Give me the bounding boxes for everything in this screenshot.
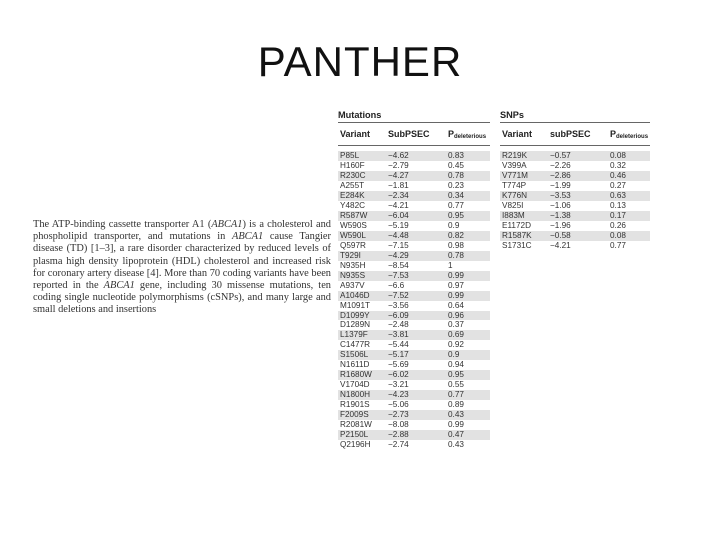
cell-subpsec: −2.88 [388, 430, 409, 440]
mutation-row [338, 161, 490, 171]
cell-subpsec: −6.02 [388, 370, 409, 380]
snp-row [500, 171, 650, 181]
cell-variant: V825I [502, 200, 524, 210]
cell-subpsec: −1.06 [550, 200, 571, 210]
snp-row [500, 221, 650, 231]
cell-p-deleterious: 0.95 [448, 210, 464, 220]
cell-subpsec: −4.21 [388, 200, 409, 210]
cell-variant: R2081W [340, 420, 372, 430]
snp-row [500, 241, 650, 251]
cell-variant: R1587K [502, 230, 532, 240]
cell-subpsec: −2.73 [388, 410, 409, 420]
cell-p-deleterious: 0.78 [448, 250, 464, 260]
cell-variant: P2150L [340, 430, 369, 440]
cell-p-deleterious: 0.27 [610, 180, 626, 190]
mutation-row [338, 440, 490, 450]
cell-subpsec: −3.81 [388, 330, 409, 340]
cell-subpsec: −6.6 [388, 280, 405, 290]
mutation-row [338, 430, 490, 440]
column-header-variant: Variant [340, 129, 371, 139]
column-header-subpsec: subPSEC [550, 129, 591, 139]
cell-variant: S1506L [340, 350, 369, 360]
cell-subpsec: −1.38 [550, 210, 571, 220]
snp-row [500, 151, 650, 161]
mutation-row [338, 171, 490, 181]
cell-subpsec: −2.79 [388, 160, 409, 170]
cell-p-deleterious: 0.46 [610, 170, 626, 180]
paragraph-text-2: ) is a cholesterol and phospholipid transporter, and mutations in [33, 219, 331, 243]
cell-p-deleterious: 0.43 [448, 410, 464, 420]
snp-row [500, 211, 650, 221]
cell-variant: W590L [340, 230, 366, 240]
cell-subpsec: −5.19 [388, 220, 409, 230]
cell-p-deleterious: 0.37 [448, 320, 464, 330]
cell-p-deleterious: 0.99 [448, 290, 464, 300]
cell-p-deleterious: 0.32 [610, 160, 626, 170]
mutation-row [338, 400, 490, 410]
cell-subpsec: −6.09 [388, 310, 409, 320]
cell-p-deleterious: 0.82 [448, 230, 464, 240]
cell-p-deleterious: 0.89 [448, 400, 464, 410]
cell-p-deleterious: 0.77 [448, 390, 464, 400]
cell-subpsec: −6.04 [388, 210, 409, 220]
cell-variant: N1611D [340, 360, 370, 370]
mutation-row [338, 380, 490, 390]
cell-p-deleterious: 0.97 [448, 280, 464, 290]
cell-subpsec: −2.86 [550, 170, 571, 180]
cell-p-deleterious: 0.77 [448, 200, 464, 210]
snps-column-headers [500, 122, 650, 146]
cell-p-deleterious: 0.83 [448, 151, 464, 160]
cell-variant: Q597R [340, 240, 366, 250]
mutation-row [338, 420, 490, 430]
cell-subpsec: −2.48 [388, 320, 409, 330]
cell-subpsec: −3.56 [388, 300, 409, 310]
cell-p-deleterious: 0.95 [448, 370, 464, 380]
snp-row [500, 201, 650, 211]
cell-p-deleterious: 0.77 [610, 240, 626, 250]
column-header-variant: Variant [502, 129, 533, 139]
cell-variant: A1046D [340, 290, 370, 300]
cell-subpsec: −5.06 [388, 400, 409, 410]
cell-variant: N935S [340, 270, 366, 280]
mutations-table [338, 108, 490, 450]
mutation-row [338, 211, 490, 221]
cell-p-deleterious: 0.92 [448, 340, 464, 350]
snp-row [500, 181, 650, 191]
cell-p-deleterious: 0.9 [448, 350, 460, 360]
cell-variant: R1901S [340, 400, 370, 410]
mutation-row [338, 320, 490, 330]
cell-subpsec: −2.74 [388, 440, 409, 450]
mutation-row [338, 340, 490, 350]
mutation-row [338, 271, 490, 281]
mutation-row [338, 181, 490, 191]
cell-variant: I883M [502, 210, 525, 220]
gene-name: ABCA1 [103, 280, 135, 292]
cell-variant: C1477R [340, 340, 371, 350]
cell-p-deleterious: 0.98 [448, 240, 464, 250]
cell-subpsec: −5.17 [388, 350, 409, 360]
cell-variant: L1379F [340, 330, 368, 340]
mutation-row [338, 191, 490, 201]
gene-name: ABCA1 [231, 231, 264, 243]
cell-variant: H160F [340, 160, 365, 170]
cell-p-deleterious: 0.69 [448, 330, 464, 340]
cell-p-deleterious: 0.64 [448, 300, 464, 310]
cell-variant: E1172D [502, 220, 531, 230]
cell-p-deleterious: 0.99 [448, 420, 464, 430]
cell-variant: F2009S [340, 410, 369, 420]
snp-row [500, 191, 650, 201]
snps-table [500, 108, 650, 251]
cell-subpsec: −5.69 [388, 360, 409, 370]
mutation-row [338, 221, 490, 231]
cell-variant: R219K [502, 151, 528, 160]
cell-variant: S1731C [502, 240, 532, 250]
cell-variant: Y482C [340, 200, 366, 210]
cell-subpsec: −4.29 [388, 250, 409, 260]
cell-p-deleterious: 0.08 [610, 230, 626, 240]
cell-p-deleterious: 0.96 [448, 310, 464, 320]
cell-subpsec: −1.99 [550, 180, 571, 190]
cell-subpsec: −4.27 [388, 170, 409, 180]
cell-p-deleterious: 0.55 [448, 380, 464, 390]
cell-variant: T774P [502, 180, 527, 190]
mutation-row [338, 231, 490, 241]
gene-name: ABCA1 [211, 219, 243, 230]
cell-variant: D1289N [340, 320, 371, 330]
cell-variant: W590S [340, 220, 367, 230]
cell-variant: A255T [340, 180, 365, 190]
cell-variant: R230C [340, 170, 366, 180]
mutation-row [338, 241, 490, 251]
cell-p-deleterious: 0.45 [448, 160, 464, 170]
mutation-row [338, 370, 490, 380]
snps-section-title: SNPs [500, 110, 525, 120]
cell-p-deleterious: 0.43 [448, 440, 464, 450]
cell-subpsec: −4.48 [388, 230, 409, 240]
cell-p-deleterious: 0.78 [448, 170, 464, 180]
cell-p-deleterious: 0.23 [448, 180, 464, 190]
cell-variant: R587W [340, 210, 368, 220]
paragraph-text-4: gene, including 30 missense mutations, ten coding single nucleotide polymorphisms (cSNPs), and many large and small deletions and insertions [33, 280, 331, 316]
cell-variant: K776N [502, 190, 528, 200]
paragraph-text-1: The ATP-binding cassette transporter A1 ( [33, 219, 212, 230]
cell-variant: E284K [340, 190, 365, 200]
cell-subpsec: −7.15 [388, 240, 409, 250]
mutation-row [338, 360, 490, 370]
snp-row [500, 161, 650, 171]
mutation-row [338, 390, 490, 400]
cell-subpsec: −3.53 [550, 190, 571, 200]
cell-subpsec: −5.44 [388, 340, 409, 350]
cell-subpsec: −0.57 [550, 151, 571, 160]
cell-p-deleterious: 0.9 [448, 220, 460, 230]
cell-variant: A937V [340, 280, 365, 290]
body-paragraph [33, 219, 331, 317]
cell-variant: T929I [340, 250, 361, 260]
cell-p-deleterious: 0.26 [610, 220, 626, 230]
cell-subpsec: −7.52 [388, 290, 409, 300]
cell-subpsec: −4.21 [550, 240, 571, 250]
cell-subpsec: −8.08 [388, 420, 409, 430]
cell-variant: R1680W [340, 370, 372, 380]
column-header-subpsec: SubPSEC [388, 129, 430, 139]
cell-subpsec: −4.23 [388, 390, 409, 400]
mutation-row [338, 291, 490, 301]
mutation-row [338, 261, 490, 271]
cell-subpsec: −0.58 [550, 230, 571, 240]
cell-p-deleterious: 0.63 [610, 190, 626, 200]
cell-subpsec: −2.34 [388, 190, 409, 200]
mutation-row [338, 330, 490, 340]
cell-variant: P85L [340, 151, 360, 160]
cell-p-deleterious: 0.99 [448, 270, 464, 280]
mutation-row [338, 311, 490, 321]
cell-p-deleterious: 1 [448, 260, 453, 270]
cell-variant: V399A [502, 160, 527, 170]
mutation-row [338, 410, 490, 420]
mutation-row [338, 201, 490, 211]
mutation-row [338, 301, 490, 311]
slide-title: PANTHER [257, 38, 463, 85]
mutations-column-headers [338, 122, 490, 146]
cell-variant: D1099Y [340, 310, 370, 320]
cell-subpsec: −7.53 [388, 270, 409, 280]
snp-row [500, 231, 650, 241]
mutation-row [338, 151, 490, 161]
cell-p-deleterious: 0.34 [448, 190, 464, 200]
cell-variant: V1704D [340, 380, 370, 390]
cell-variant: N1800H [340, 390, 371, 400]
mutation-row [338, 281, 490, 291]
cell-p-deleterious: 0.94 [448, 360, 464, 370]
mutation-row [338, 350, 490, 360]
cell-variant: V771M [502, 170, 528, 180]
cell-p-deleterious: 0.13 [610, 200, 626, 210]
cell-subpsec: −4.62 [388, 151, 409, 160]
cell-p-deleterious: 0.47 [448, 430, 464, 440]
paragraph-text-3: cause Tangier disease (TD) [1–3], a rare disorder characterized by reduced levels of plasma high density lipoprotein (HDL) cholesterol and increased risk for coronary artery disease [4]. More than 70 coding variants have been reported in the [33, 231, 332, 292]
column-header-p-deleterious: Pdeleterious [448, 129, 487, 140]
cell-variant: M1091T [340, 300, 371, 310]
cell-subpsec: −1.96 [550, 220, 571, 230]
cell-variant: N935H [340, 260, 366, 270]
mutation-row [338, 251, 490, 261]
cell-subpsec: −8.54 [388, 260, 409, 270]
cell-subpsec: −1.81 [388, 180, 409, 190]
cell-variant: Q2196H [340, 440, 371, 450]
mutations-rows [338, 151, 490, 450]
mutations-section-title: Mutations [338, 110, 382, 120]
cell-p-deleterious: 0.17 [610, 210, 626, 220]
cell-p-deleterious: 0.08 [610, 151, 626, 160]
cell-subpsec: −2.26 [550, 160, 571, 170]
snps-rows [500, 151, 650, 251]
cell-subpsec: −3.21 [388, 380, 409, 390]
column-header-p-deleterious: Pdeleterious [610, 129, 649, 140]
